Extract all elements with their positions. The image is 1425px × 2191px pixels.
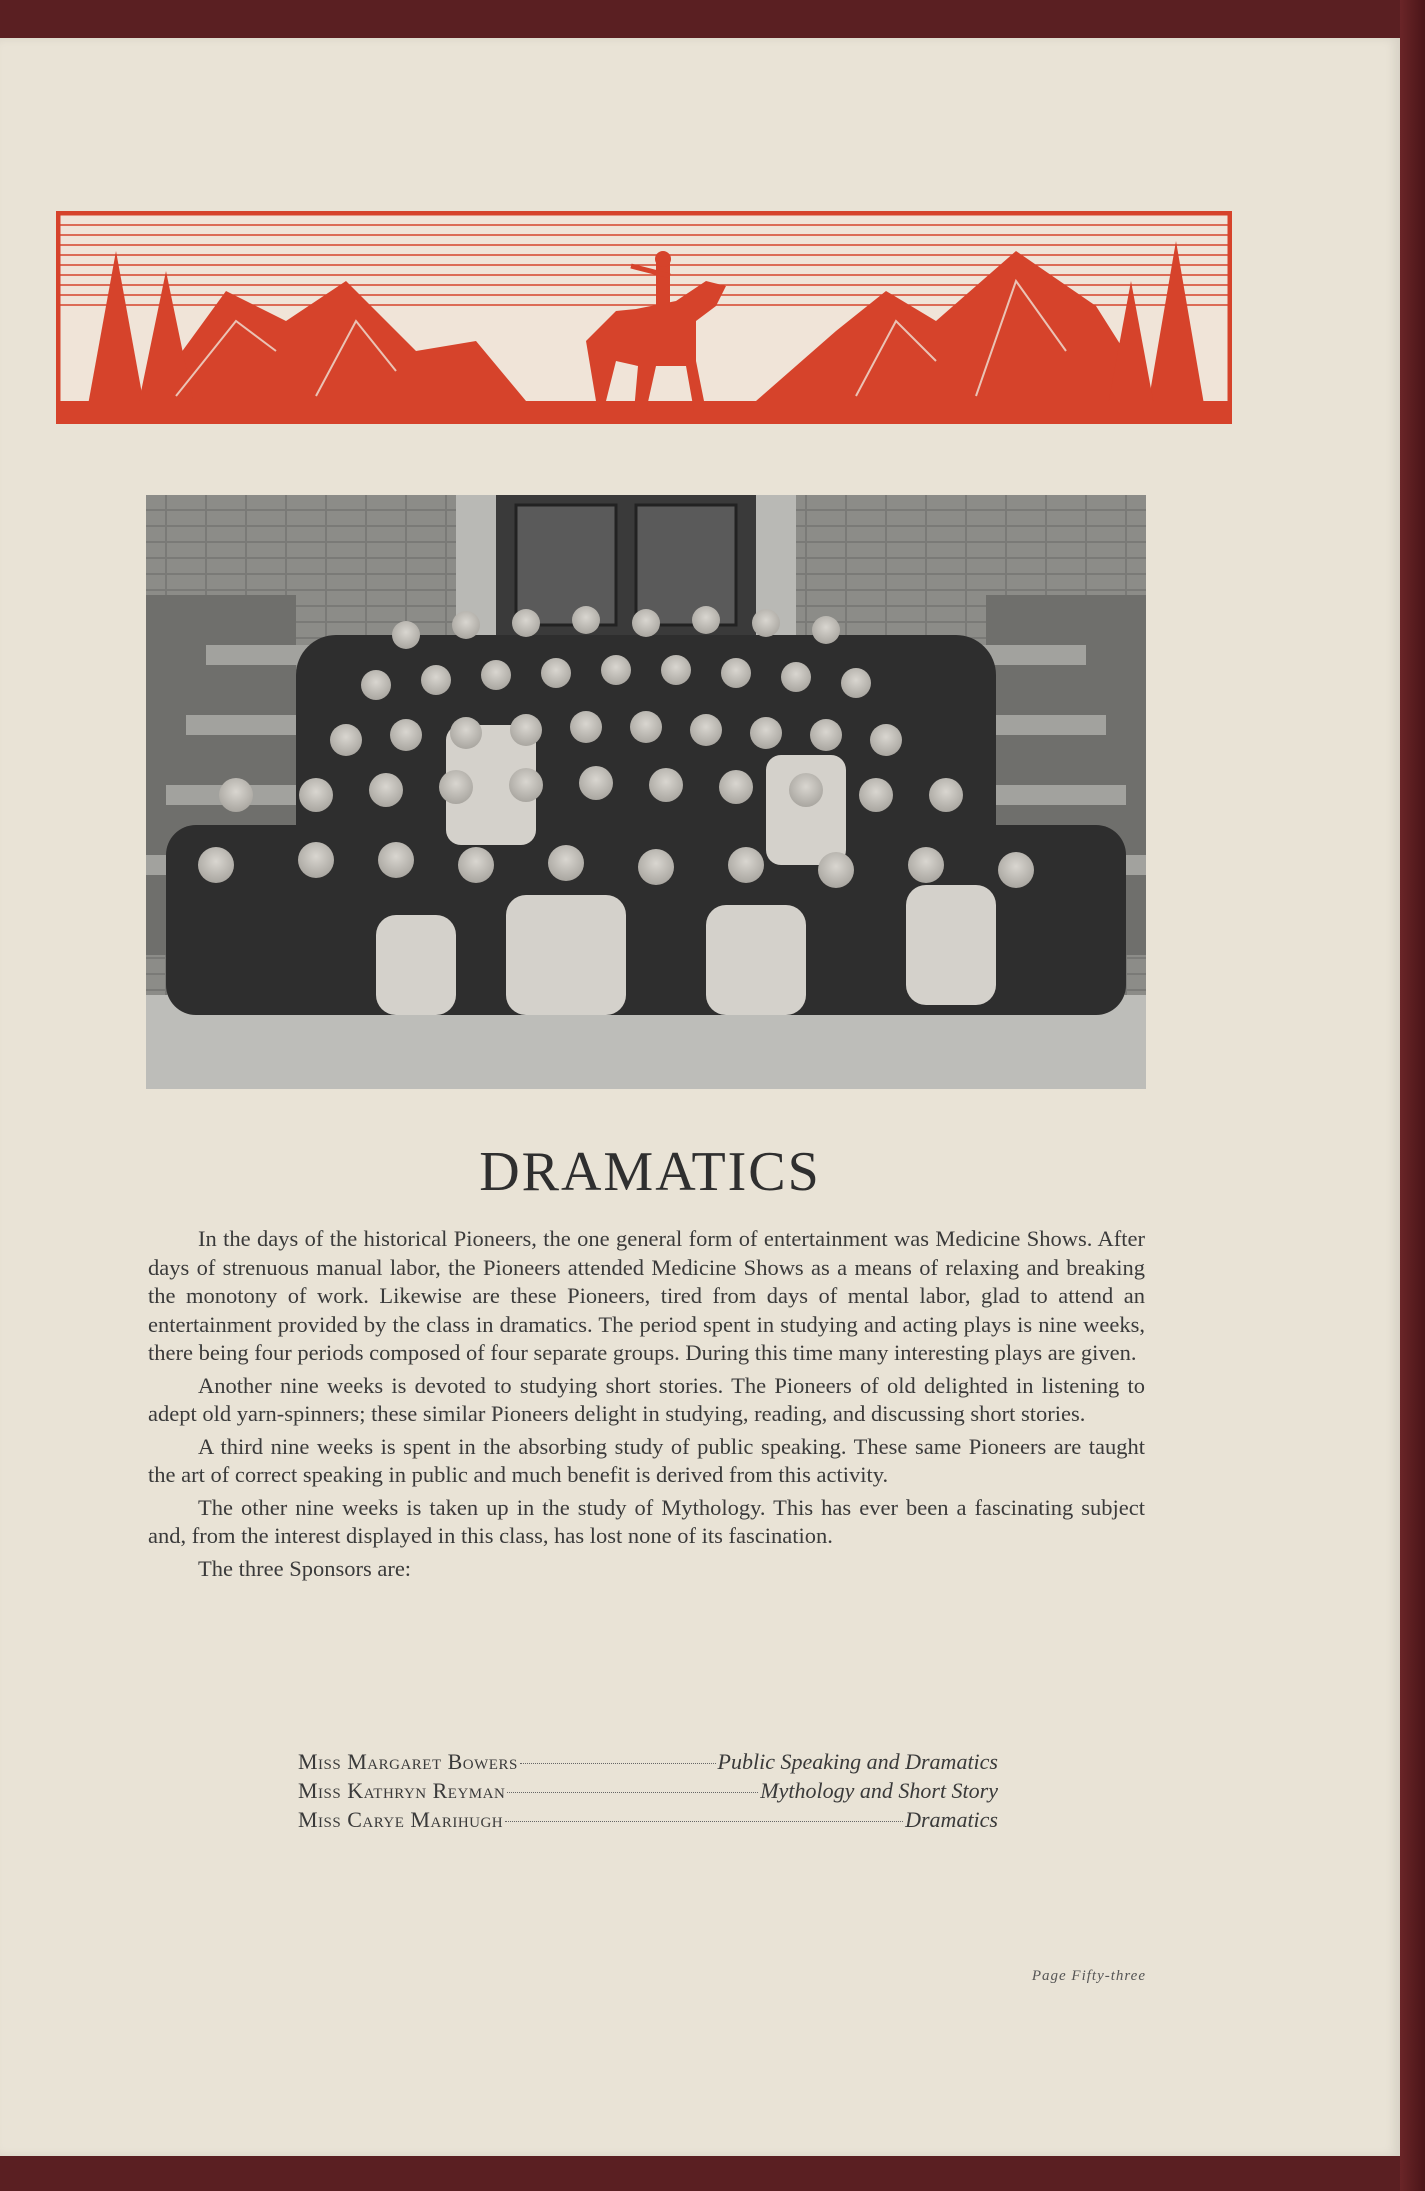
book-binding xyxy=(1400,0,1425,2191)
sponsor-role: Public Speaking and Dramatics xyxy=(717,1749,998,1774)
page-number: Page Fifty-three xyxy=(1031,1968,1146,1984)
dot-leader xyxy=(507,1792,758,1793)
dot-leader xyxy=(505,1821,903,1822)
paragraph-short-stories: Another nine weeks is devoted to studying short stories. The Pioneers of old delighted in listening to adept old yarn-spinners; these similar Pioneers delight in studying, reading, and discussing short stories. xyxy=(148,1372,1145,1426)
dramatics-group-photo xyxy=(146,495,1146,1089)
pioneer-banner-illustration xyxy=(56,211,1232,424)
dot-leader xyxy=(520,1763,716,1764)
sponsor-row xyxy=(298,1778,998,1807)
sponsor-name: Miss Margaret Bowers xyxy=(298,1749,518,1774)
sponsor-role: Mythology and Short Story xyxy=(760,1778,998,1803)
sponsor-row xyxy=(298,1749,998,1778)
paragraph-sponsors-intro: The three Sponsors are: xyxy=(198,1555,412,1581)
paragraph-public-speaking: A third nine weeks is spent in the absorbing study of public speaking. These same Pioneers are taught the art of correct speaking in public and much benefit is derived from this activity. xyxy=(148,1433,1145,1487)
article-body xyxy=(148,1225,1145,1587)
sponsor-name: Miss Carye Marihugh xyxy=(298,1807,504,1832)
sponsor-row xyxy=(298,1807,998,1836)
paragraph-mythology: The other nine weeks is taken up in the study of Mythology. This has ever been a fascinating subject and, from the interest displayed in this class, has lost none of its fascination. xyxy=(148,1494,1145,1548)
sponsor-name: Miss Kathryn Reyman xyxy=(298,1778,506,1803)
sponsor-list xyxy=(298,1749,998,1836)
page-title: DRAMATICS xyxy=(479,1141,821,1203)
sponsor-role: Dramatics xyxy=(905,1807,998,1832)
paragraph-medicine-shows: In the days of the historical Pioneers, the one general form of entertainment was Medicine Shows. After days of strenuous manual labor, the Pioneers attended Medicine Shows as a means of relaxing and breaking the monotony of work. Likewise are these Pioneers, tired from days of mental labor, glad to attend an entertainment provided by the class in dramatics. The period spent in studying and acting plays is nine weeks, there being four periods composed of four separate groups. During this time many interesting plays are given. xyxy=(148,1226,1145,1365)
